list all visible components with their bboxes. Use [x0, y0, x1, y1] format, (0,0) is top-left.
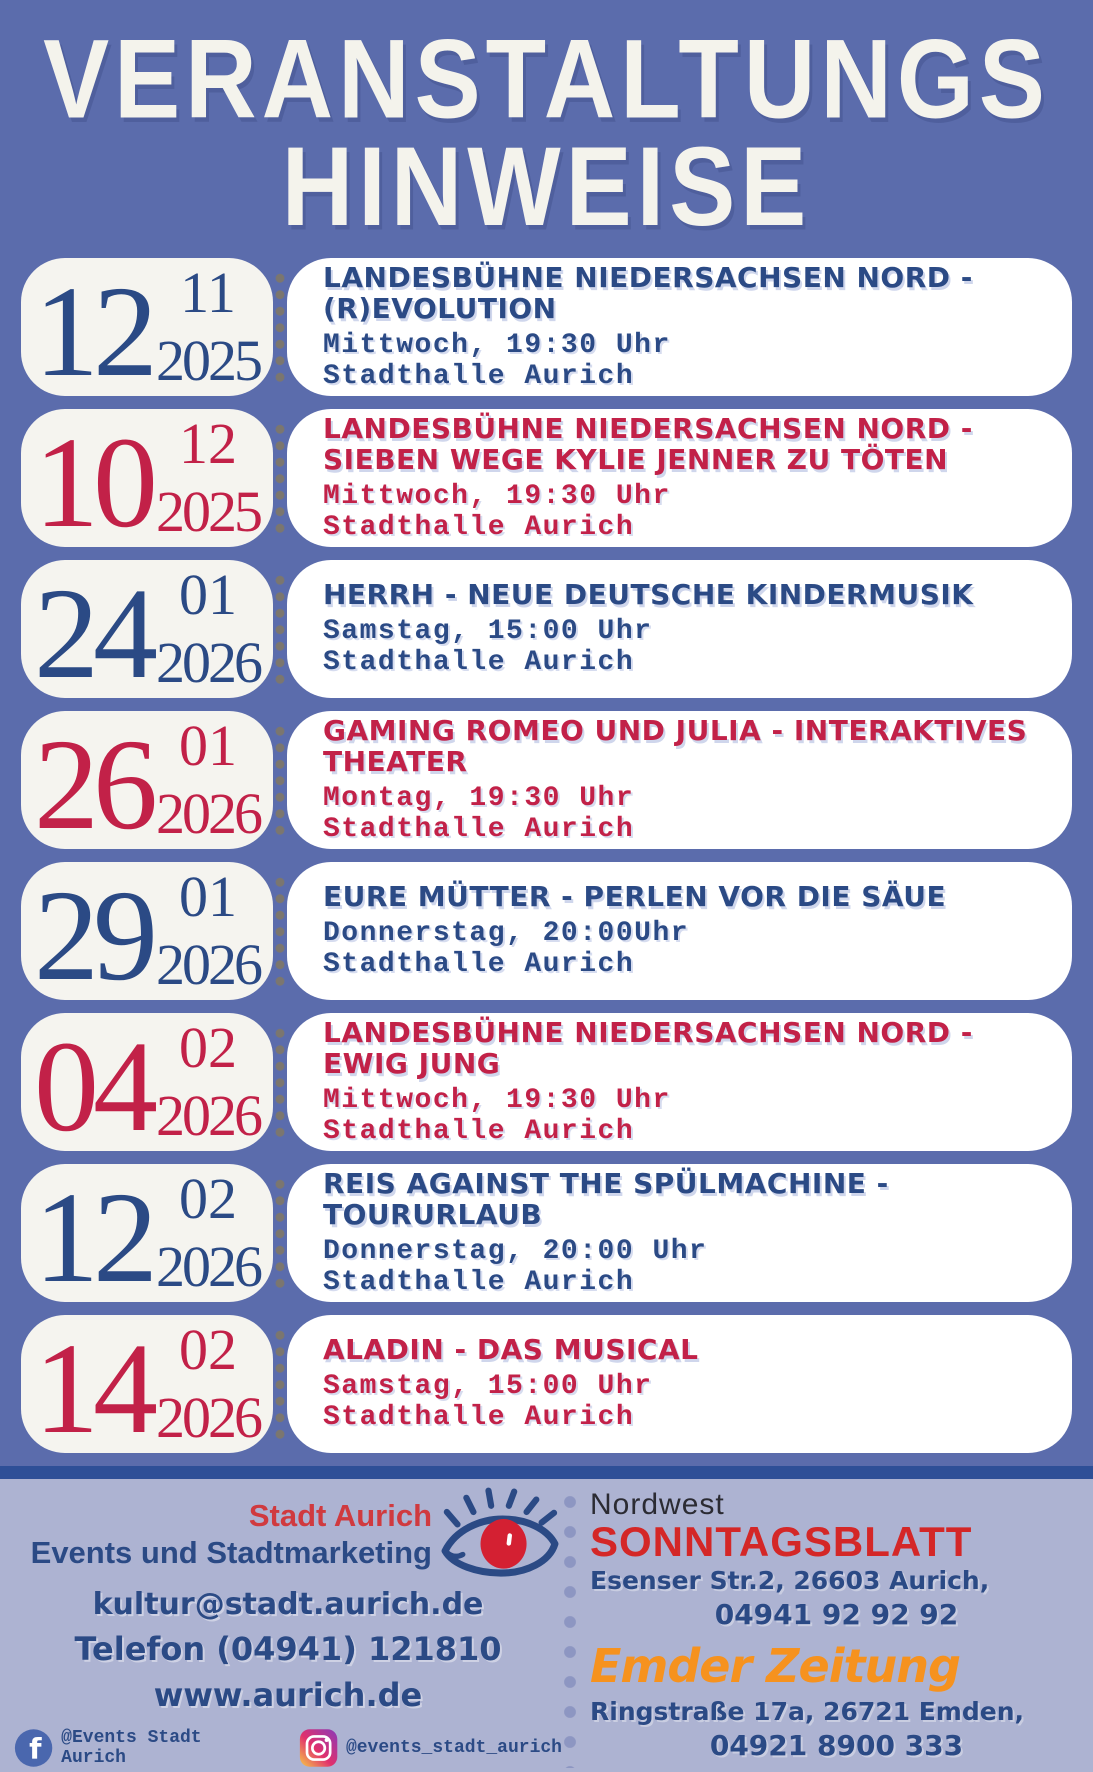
event-month-year: [156, 711, 260, 849]
contact-email: kultur@stadt.aurich.de: [92, 1587, 484, 1622]
event-datetime: Mittwoch, 19:30 Uhr: [323, 1084, 671, 1116]
event-details: [287, 258, 1072, 396]
event-date-block: [21, 1164, 273, 1310]
event-day: 24: [34, 562, 152, 706]
event-month-year: [156, 1315, 260, 1453]
event-datetime: Mittwoch, 19:30 Uhr: [323, 329, 671, 361]
event-datetime: Donnerstag, 20:00 Uhr: [323, 1235, 708, 1267]
contact-website: www.aurich.de: [153, 1676, 423, 1714]
event-day: 12: [34, 1166, 152, 1310]
org-names: [31, 1498, 432, 1571]
event-month: 01: [179, 562, 237, 627]
dotted-separator: [275, 1025, 285, 1139]
event-date-block: [21, 1013, 273, 1159]
event-card: [21, 1013, 1072, 1159]
event-year: 2025: [156, 327, 260, 393]
event-datetime: Samstag, 15:00 Uhr: [323, 615, 653, 647]
event-day: 12: [34, 260, 152, 404]
event-venue: Stadthalle Aurich: [323, 814, 635, 846]
event-list: [21, 258, 1072, 1461]
event-day: 26: [34, 713, 152, 857]
event-title: REIS AGAINST THE SPÜLMACHINE - TOURURLAUB: [323, 1166, 889, 1232]
event-details: [287, 1315, 1072, 1453]
event-month-year: [156, 560, 260, 698]
contact-phone: Telefon (04941) 121810: [74, 1630, 502, 1668]
event-date-block: [21, 258, 273, 404]
dotted-separator: [275, 723, 285, 837]
event-year: 2026: [156, 629, 260, 695]
title-line-1: VERANSTALTUNGS: [43, 15, 1050, 142]
org-name: Stadt Aurich: [248, 1498, 432, 1534]
poster-title: [0, 0, 1093, 249]
footer: [0, 1479, 1093, 1772]
event-title: LANDESBÜHNE NIEDERSACHSEN NORD - EWIG JUNG: [323, 1015, 973, 1081]
instagram-icon: [299, 1728, 338, 1768]
event-year: 2026: [156, 780, 260, 846]
event-card: [21, 1315, 1072, 1461]
event-date-block: [21, 862, 273, 1008]
newspaper1-name: SONNTAGSBLATT: [590, 1517, 973, 1565]
newspaper1-prefix: Nordwest: [590, 1488, 725, 1521]
dotted-separator: [275, 421, 285, 535]
event-details: [287, 711, 1072, 849]
event-venue: Stadthalle Aurich: [323, 512, 635, 544]
event-details: [287, 1164, 1072, 1302]
event-month: 02: [179, 1015, 237, 1080]
newspaper1-address: Esenser Str.2, 26603 Aurich,: [590, 1565, 990, 1595]
event-datetime: Samstag, 15:00 Uhr: [323, 1370, 653, 1402]
event-card: [21, 560, 1072, 706]
footer-right: [578, 1487, 1083, 1768]
event-details: [287, 1013, 1072, 1151]
event-details: [287, 862, 1072, 1000]
event-month-year: [156, 862, 260, 1000]
event-date-block: [21, 711, 273, 857]
social-row: [14, 1728, 562, 1768]
event-card: [21, 711, 1072, 857]
event-day: 04: [34, 1015, 152, 1159]
event-month-year: [156, 1164, 260, 1302]
event-title: LANDESBÜHNE NIEDERSACHSEN NORD - (R)EVOLUTION: [323, 260, 973, 326]
event-day: 10: [34, 411, 152, 555]
event-title: EURE MÜTTER - PERLEN VOR DIE SÄUE: [323, 880, 947, 914]
title-line-2: HINWEISE: [281, 123, 812, 249]
event-datetime: Montag, 19:30 Uhr: [323, 782, 635, 814]
instagram-handle: @events_stadt_aurich: [345, 1738, 562, 1758]
dotted-separator: [275, 1327, 285, 1441]
event-card: [21, 409, 1072, 555]
event-month: 01: [179, 864, 237, 929]
event-venue: Stadthalle Aurich: [323, 949, 635, 981]
dotted-separator: [275, 1176, 285, 1290]
event-year: 2026: [156, 1384, 260, 1450]
event-card: [21, 258, 1072, 404]
newspaper2-phone: 04921 8900 333: [709, 1728, 964, 1762]
event-year: 2025: [156, 478, 260, 544]
event-year: 2026: [156, 1233, 260, 1299]
facebook-handle: @Events Stadt Aurich: [61, 1728, 202, 1768]
event-day: 29: [34, 864, 152, 1008]
event-month-year: [156, 258, 260, 396]
footer-divider-bar: [0, 1466, 1093, 1479]
event-venue: Stadthalle Aurich: [323, 361, 635, 393]
dotted-separator: [275, 270, 285, 384]
newspaper1-phone: 04941 92 92 92: [714, 1597, 959, 1631]
event-title: LANDESBÜHNE NIEDERSACHSEN NORD - SIEBEN WEGE KYLIE JENNER ZU TÖTEN: [323, 411, 973, 477]
event-day: 14: [34, 1317, 152, 1461]
event-date-block: [21, 1315, 273, 1461]
event-venue: Stadthalle Aurich: [323, 1402, 635, 1434]
event-datetime: Donnerstag, 20:00Uhr: [323, 917, 690, 949]
event-date-block: [21, 560, 273, 706]
event-month-year: [156, 1013, 260, 1151]
event-title: HERRH - NEUE DEUTSCHE KINDERMUSIK: [323, 578, 974, 612]
event-date-block: [21, 409, 273, 555]
org-row: [14, 1487, 562, 1583]
event-year: 2026: [156, 1082, 260, 1148]
event-month: 02: [179, 1317, 237, 1382]
eye-logo: [438, 1487, 562, 1583]
event-month: 12: [179, 411, 237, 476]
event-month: 01: [179, 713, 237, 778]
event-card: [21, 1164, 1072, 1310]
event-month: 11: [180, 260, 236, 325]
event-details: [287, 560, 1072, 698]
dotted-separator: [275, 572, 285, 686]
event-details: [287, 409, 1072, 547]
event-venue: Stadthalle Aurich: [323, 647, 635, 679]
event-venue: Stadthalle Aurich: [323, 1116, 635, 1148]
event-month-year: [156, 409, 260, 547]
facebook-icon: [14, 1728, 53, 1768]
footer-left: [14, 1487, 562, 1768]
event-year: 2026: [156, 931, 260, 997]
event-title: ALADIN - DAS MUSICAL: [323, 1333, 699, 1367]
event-datetime: Mittwoch, 19:30 Uhr: [323, 480, 671, 512]
event-card: [21, 862, 1072, 1008]
newspaper2-address: Ringstraße 17a, 26721 Emden,: [590, 1696, 1024, 1726]
org-department: Events und Stadtmarketing: [30, 1535, 432, 1570]
newspaper2-name: Emder Zeitung: [590, 1638, 960, 1693]
svg-text:f: f: [29, 1732, 42, 1766]
event-title: GAMING ROMEO UND JULIA - INTERAKTIVES THEATER: [323, 713, 1028, 779]
event-month: 02: [179, 1166, 237, 1231]
event-venue: Stadthalle Aurich: [323, 1267, 635, 1299]
dotted-separator: [275, 874, 285, 988]
footer-dotted-divider: [562, 1487, 578, 1768]
